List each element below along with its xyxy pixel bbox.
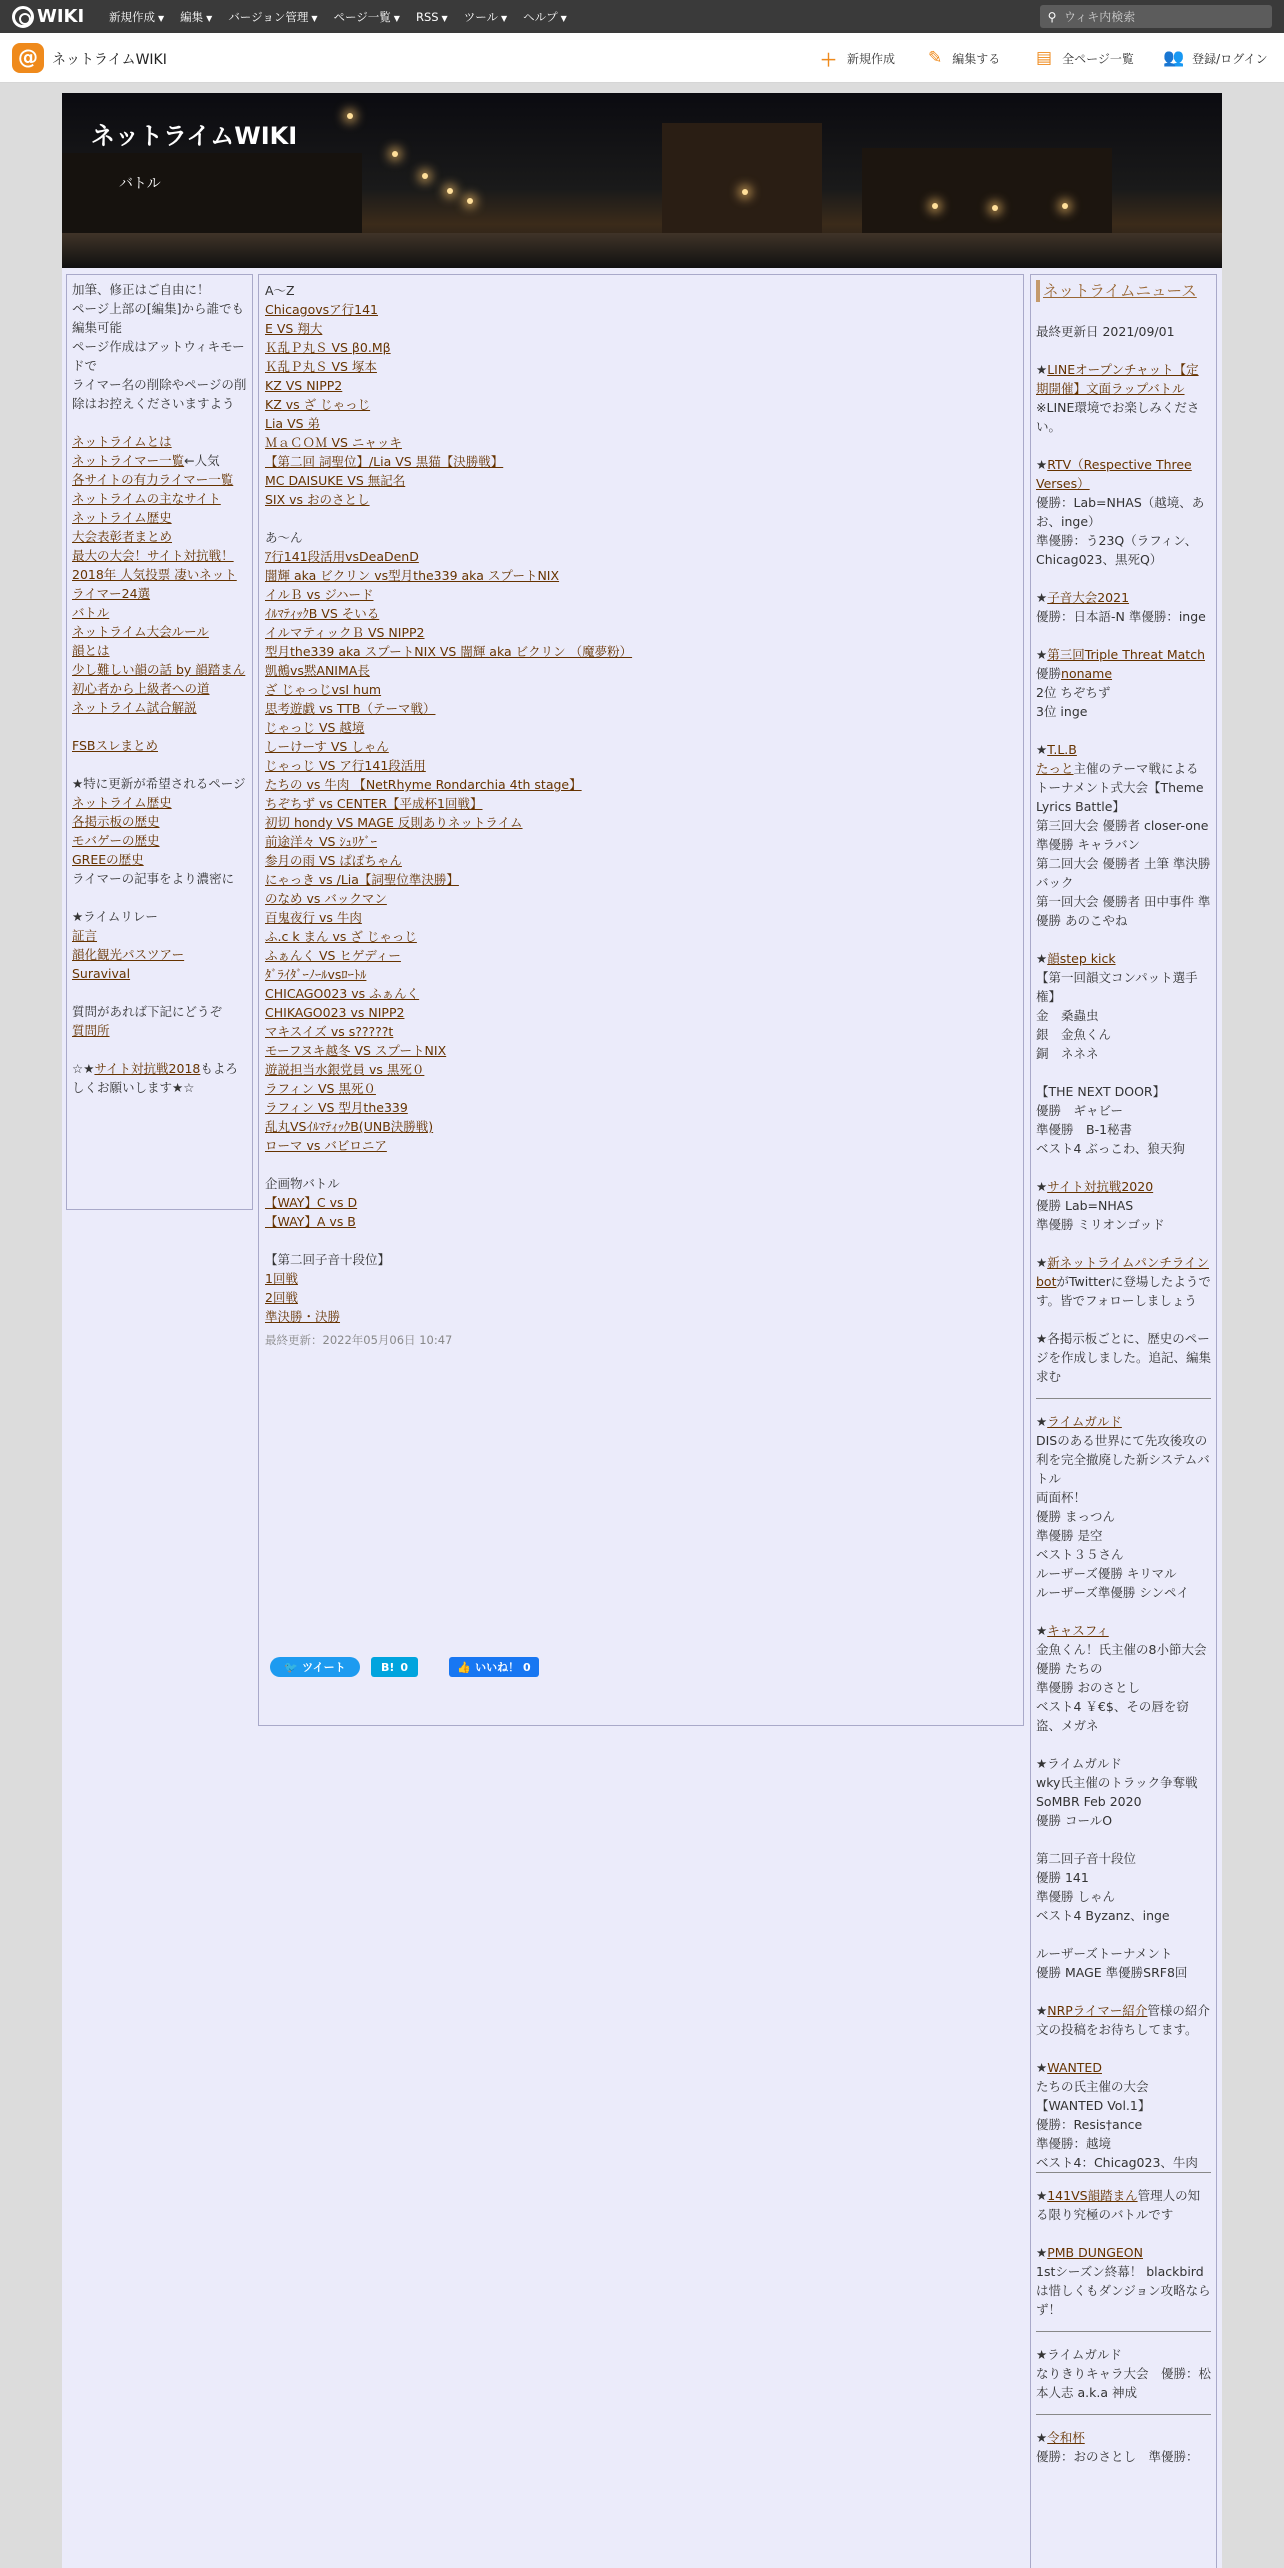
relay-link-testimony[interactable]: 証言 (72, 928, 98, 943)
news-item-sombr (1036, 1754, 1211, 1830)
menu-version[interactable]: バージョン管理 ▼ (228, 9, 318, 24)
news-text-line: 優勝 MAGE 準優勝SRF8回 (1036, 1965, 1188, 1980)
news-item-casfy: ★キャスフィ 金魚くん！氏主催の8小節大会 優勝 たちの 準優勝 おのさとし ベスト4 ￥€$、その唇を窃盗、メガネ (1036, 1621, 1211, 1735)
news-text-line: 優勝：日本語-N 準優勝：inge (1036, 609, 1206, 624)
az-heading: A～Z (265, 283, 295, 298)
question-text: 質問があれば下記にどうぞ (72, 1004, 223, 1019)
news-item-line: ★LINEオープンチャット【定期開催】文面ラップバトル ※LINE環境でお楽しみください。 (1036, 362, 1200, 434)
news-text-line: 第二回大会 優勝者 土筆 準決勝 バック (1036, 856, 1211, 890)
battle-link[interactable]: ローマ vs バビロニア (265, 1138, 387, 1153)
battle-link[interactable]: のなめ vs バックマン (265, 891, 387, 906)
sidebar-intro-2: ページ上部の[編集]から誰でも編集可能 (72, 301, 245, 335)
news-item-rhyme-guard: ★ライムガルド DISのある世界にて先攻後攻の利を完全撤廃した新システムバトル 両面杯！ 優勝 まっつん 準優勝 是空 ベスト３５さん ルーザーズ優勝 キリマル ルーザーズ準優勝 シンペイ (1036, 1414, 1210, 1600)
juu-heading: 【第二回子音十段位】 (265, 1252, 391, 1267)
sidebar-link-commentary[interactable]: ネットライム試合解説 (72, 700, 197, 715)
sidebar-link-rhyme-hard[interactable]: 少し難しい韻の話 by 韻踏まん (72, 662, 246, 677)
news-item-ttm: ★第三回Triple Threat Match 優勝noname 2位 ちぞちず 3位 inge (1036, 645, 1211, 721)
news-text-line: ルーザーズトーナメント (1036, 1946, 1173, 1961)
news-divider (1036, 2331, 1211, 2332)
battle-link[interactable]: イルＢ vs ジハード (265, 587, 374, 602)
sidebar-footer: ☆★サイト対抗戦2018もよろしくお願いします★☆ (72, 1061, 238, 1095)
kana-heading: あ～ん (265, 530, 303, 545)
news-text-line: 第二回子音十段位 (1036, 1851, 1137, 1866)
wiki-search (1040, 5, 1272, 28)
sidebar-link-sites[interactable]: ネットライムの主なサイト (72, 491, 221, 506)
sidebar-link-top-rappers[interactable]: 各サイトの有力ライマー一覧 (72, 472, 234, 487)
news-item-juu (1036, 1849, 1211, 1925)
battle-link[interactable]: ラフィン VS 型月the339 (265, 1100, 408, 1115)
news-text-line: 金 桑蟲虫 (1036, 1008, 1099, 1023)
menu-edit[interactable]: 編集 ▼ (180, 9, 213, 24)
login-button[interactable]: 👥 登録/ログイン (1163, 48, 1268, 68)
news-text-line: wky氏主催のトラック争奪戦 SoMBR Feb 2020 (1036, 1775, 1198, 1809)
news-link-reiwa-cup[interactable]: 令和杯 (1047, 2430, 1085, 2445)
news-link-wanted[interactable]: WANTED (1047, 2060, 1102, 2075)
juu-battle-list (265, 1269, 1017, 1326)
battle-link[interactable]: SIX vs おのさとし (265, 492, 370, 507)
news-link-shiin-2021[interactable]: 子音大会2021 (1047, 590, 1130, 605)
footer-link-site-battle-2018[interactable]: サイト対抗戦2018 (94, 1061, 201, 1076)
relay-link-tour[interactable]: 韻化観光パスツアー (72, 947, 185, 962)
az-battle-list (265, 300, 1017, 509)
update-link-history[interactable]: ネットライム歴史 (72, 795, 172, 810)
plan-battle-link[interactable]: 【WAY】A vs B (265, 1214, 356, 1229)
battle-link[interactable]: 前途洋々 VS ｼｭﾘｹﾞｰ (265, 834, 377, 849)
left-sidebar (66, 274, 253, 1210)
battle-link[interactable]: ざ じゃっじvsI hum (265, 682, 382, 697)
right-sidebar-news (1030, 274, 1217, 2568)
at-logo-icon (12, 6, 34, 28)
battle-link[interactable]: ＭａＣＯＭ VS ニャッキ (265, 435, 402, 450)
sidebar-intro-3: ページ作成はアットウィキモードで (72, 339, 245, 373)
edit-button[interactable]: ✎ 編集する (928, 48, 1001, 68)
battle-link[interactable]: 凱鵺vs黙ANIMA長 (265, 663, 370, 678)
news-text-line: 準優勝 おのさとし (1036, 1680, 1140, 1695)
news-link-triple-threat[interactable]: 第三回Triple Threat Match (1047, 647, 1205, 662)
sidebar-intro-4: ライマー名の削除やページの削除はお控えくださいますよう (72, 377, 247, 411)
sidebar-link-about[interactable]: ネットライムとは (72, 434, 172, 449)
battle-link[interactable]: CHICAGO023 vs ふぁんく (265, 986, 420, 1001)
news-item-rtv: ★RTV（Respective Three Verses） 優勝：Lab=NHAS（越境、あお、inge） 準優勝：う23Q（ラフィン、Chicag023、黒死Q） (1036, 455, 1211, 569)
site-name[interactable]: ネットライムWIKI (52, 52, 167, 68)
battle-link[interactable]: 参月の雨 VS ぱぽちゃん (265, 853, 402, 868)
news-link-casfy[interactable]: キャスフィ (1047, 1623, 1109, 1638)
battle-link[interactable]: 乱丸VSｲﾙﾏﾃｨｯｸB(UNB決勝戦) (265, 1119, 434, 1134)
news-item-shiin: ★子音大会2021 優勝：日本語-N 準優勝：inge (1036, 588, 1211, 626)
global-menu (109, 0, 583, 33)
news-text-line: なりきりキャラ大会 優勝：松本人志 a.k.a 神成 (1036, 2366, 1212, 2400)
sidebar-link-site-battle[interactable]: 最大の大会！サイト対抗戦！ (72, 548, 234, 563)
juu-round-link[interactable]: 1回戦 (265, 1271, 298, 1286)
battle-link[interactable]: マキスイズ vs s?????t (265, 1024, 394, 1039)
menu-tools[interactable]: ツール ▼ (463, 9, 508, 24)
news-link-site-battle-2020[interactable]: サイト対抗戦2020 (1047, 1179, 1154, 1194)
site-logo-icon[interactable] (12, 43, 44, 73)
tweet-button[interactable]: 🐦 ツイート (270, 1657, 360, 1677)
news-text-line: 2位 ちぞちず (1036, 685, 1111, 700)
sidebar-link-rhyme[interactable]: 韻とは (72, 643, 110, 658)
news-text-line: 準優勝：う23Q（ラフィン、Chicag023、黒死Q） (1036, 533, 1198, 567)
new-page-button[interactable]: ＋ 新規作成 (820, 47, 895, 69)
atwiki-logo[interactable]: WIKI (12, 5, 84, 28)
battle-link[interactable]: ラフィン VS 黒死０ (265, 1081, 376, 1096)
news-text-line: 優勝 141 (1036, 1870, 1089, 1885)
news-text-line: ルーザーズ優勝 キリマル (1036, 1566, 1177, 1581)
battle-link[interactable]: ちぞちず vs CENTER【平成杯1回戦】 (265, 796, 483, 811)
page-title: バトル (119, 176, 161, 192)
news-item-reiwa: ★令和杯 優勝：おのさとし 準優勝： (1036, 2428, 1211, 2466)
news-text-line: ベスト4 ￥€$、その唇を窃盗、メガネ (1036, 1699, 1189, 1733)
news-item-141-vs: ★141VS韻踏まん管理人の知る限り究極のバトルです (1036, 2188, 1201, 2222)
news-text-line: 3位 inge (1036, 704, 1088, 719)
battle-link[interactable]: KZ vs ざ じゃっじ (265, 397, 371, 412)
battle-link[interactable]: モーフヌキ越冬 VS スプートNIX (265, 1043, 447, 1058)
news-text-line: 【THE NEXT DOOR】 (1036, 1084, 1166, 1099)
news-divider (1036, 2172, 1211, 2173)
plan-battle-list (265, 1193, 1017, 1231)
battle-link[interactable]: ﾀﾞﾗｲﾀﾞｰﾉｰﾙvsﾛｰﾄﾙ (265, 967, 367, 982)
pencil-icon: ✎ (928, 48, 943, 68)
news-item-nrp: ★NRPライマー紹介管様の紹介文の投稿をお待ちしてます。 (1036, 2003, 1210, 2037)
main-content (258, 274, 1024, 1726)
battle-link[interactable]: ふぁんく VS ヒゲディー (265, 948, 401, 963)
battle-link[interactable]: しーけーす VS しゃん (265, 739, 389, 754)
share-buttons (270, 1657, 539, 1677)
relay-link-survival[interactable]: Suravival (72, 966, 131, 981)
battle-link[interactable]: 【第二回 詞聖位】/Lia VS 黒猫【決勝戦】 (265, 454, 504, 469)
news-text-line: 優勝：Resis†ance (1036, 2117, 1143, 2132)
sidebar-link-history[interactable]: ネットライム歴史 (72, 510, 172, 525)
news-text-line: DISのある世界にて先攻後攻の利を完全撤廃した新システムバトル (1036, 1433, 1210, 1486)
battle-link[interactable]: にゃっき vs /Lia【詞聖位準決勝】 (265, 872, 459, 887)
battle-link[interactable]: じゃっじ VS 越境 (265, 720, 365, 735)
plan-battle-link[interactable]: 【WAY】C vs D (265, 1195, 358, 1210)
menu-page-list[interactable]: ページ一覧 ▼ (333, 9, 400, 24)
sidebar-link-awards[interactable]: 大会表彰者まとめ (72, 529, 173, 544)
document-icon: ▤ (1036, 48, 1053, 68)
news-item-pmb: ★PMB DUNGEON 1stシーズン終幕！ blackbirdは惜しくもダンジョン攻略ならず！ (1036, 2245, 1211, 2317)
news-link-noname[interactable]: noname (1061, 666, 1113, 681)
news-item-narikiri (1036, 2345, 1211, 2402)
news-text-line: 準優勝 しゃん (1036, 1889, 1115, 1904)
news-text-line: たちの氏主催の大会 (1036, 2079, 1149, 2094)
news-item-step-kick: ★韻step kick 【第一回韻文コンパット選手権】 金 桑蟲虫 銀 金魚くん 銅 ネネネ (1036, 949, 1211, 1063)
sidebar-link-poll-2018[interactable]: 2018年 人気投票 凄いネットライマー24選 (72, 567, 237, 601)
battle-link[interactable]: 百鬼夜行 vs 牛肉 (265, 910, 362, 925)
news-text-line: 優勝 ギャビー (1036, 1103, 1124, 1118)
news-item-punchline-bot: ★新ネットライムパンチラインbotがTwitterに登場したようです。皆でフォローしましょう (1036, 1255, 1211, 1308)
search-icon[interactable]: ⚲ (1047, 9, 1057, 24)
relay-heading: ★ライムリレー (72, 909, 158, 924)
news-text-line: 1stシーズン終幕！ blackbirdは惜しくもダンジョン攻略ならず！ (1036, 2264, 1211, 2317)
banner-title[interactable]: ネットライムWIKI (91, 122, 298, 150)
battle-link[interactable]: KZ VS NIPP2 (265, 378, 343, 393)
menu-rss[interactable]: RSS ▼ (415, 9, 448, 24)
hatena-bookmark-button[interactable]: B! 0 (371, 1657, 418, 1677)
battle-link[interactable]: たちの vs 牛肉 【NetRhyme Rondarchia 4th stage】 (265, 777, 582, 792)
battle-link[interactable]: MC DAISUKE VS 無記名 (265, 473, 406, 488)
news-text-line: 優勝 コールO (1036, 1813, 1113, 1828)
news-title: ネットライムニュース (1036, 280, 1197, 302)
global-topbar (0, 0, 1284, 33)
all-pages-button[interactable]: ▤ 全ページ一覧 (1036, 48, 1134, 68)
sidebar-link-rules[interactable]: ネットライム大会ルール (72, 624, 209, 639)
plan-heading: 企画物バトル (265, 1176, 340, 1191)
news-text-line: 【第一回韻文コンパット選手権】 (1036, 970, 1198, 1004)
news-link-rhyme-guard[interactable]: ライムガルド (1047, 1414, 1122, 1429)
news-text-line: 準優勝 B-1秘書 (1036, 1122, 1133, 1137)
news-divider (1036, 1398, 1211, 1399)
news-text-line: 優勝 まっつん (1036, 1509, 1115, 1524)
question-link[interactable]: 質問所 (72, 1023, 110, 1038)
site-header (0, 33, 1284, 83)
news-link-pmb-dungeon[interactable]: PMB DUNGEON (1047, 2245, 1143, 2260)
news-text-line: 第三回大会 優勝者 closer-one 準優勝 キャラバン (1036, 818, 1209, 852)
news-text-line: ベスト4：Chicag023、牛肉 (1036, 2155, 1198, 2170)
battle-link[interactable]: Ｋ乱Ｐ丸Ｓ VS 塚本 (265, 359, 377, 374)
news-text-line: ベスト4 ぶっこわ、狼天狗 (1036, 1141, 1185, 1156)
kana-battle-list (265, 547, 1017, 1155)
news-text-line: ★ライムガルド (1036, 2347, 1122, 2362)
juu-round-link[interactable]: 2回戦 (265, 1290, 298, 1305)
plus-icon: ＋ (820, 50, 837, 71)
news-item-wanted: ★WANTED たちの氏主催の大会 【WANTED Vol.1】 優勝：Resis†ance 準優勝：越境 ベスト4：Chicag023、牛肉 (1036, 2058, 1211, 2172)
news-text-line: 優勝 Lab=NHAS (1036, 1198, 1134, 1213)
news-item-site-battle-2020: ★サイト対抗戦2020 優勝 Lab=NHAS 準優勝 ミリオンゴッド (1036, 1177, 1211, 1234)
battle-link[interactable]: ｱ行141段活用vsDeaDenD (265, 549, 419, 564)
battle-link[interactable]: Ｋ乱Ｐ丸Ｓ VS β0.Mβ (265, 340, 391, 355)
news-text-line: 銅 ネネネ (1036, 1046, 1099, 1061)
news-updated: 最終更新日 2021/09/01 (1036, 324, 1175, 339)
menu-new[interactable]: 新規作成 ▼ (109, 9, 165, 24)
news-link-step-kick[interactable]: 韻step kick (1047, 951, 1116, 966)
news-text-line: 優勝：Lab=NHAS（越境、あお、inge） (1036, 495, 1205, 529)
news-link-141-vs-infuman[interactable]: 141VS韻踏まん (1047, 2188, 1138, 2203)
news-text-line: 優勝 たちの (1036, 1661, 1103, 1676)
news-text-line: 準優勝 是空 (1036, 1528, 1103, 1543)
update-heading: ★特に更新が希望されるページ (72, 776, 246, 791)
battle-link[interactable]: 闇輝 aka ビクリン vs型月the339 aka スプートNIX (265, 568, 560, 583)
news-item-bbs-history: ★各掲示板ごとに、歴史のページを作成しました。追記、編集求む (1036, 1331, 1212, 1384)
battle-link[interactable]: 初切 hondy VS MAGE 反則ありネットライム (265, 815, 523, 830)
news-divider (1036, 2414, 1211, 2415)
news-item-losers (1036, 1944, 1211, 1982)
facebook-like-button[interactable]: 👍 いいね！ 0 (449, 1657, 539, 1677)
battle-link[interactable]: じゃっじ VS ア行141段活用 (265, 758, 426, 773)
news-link-punchline-bot[interactable]: 新ネットライムパンチラインbot (1036, 1255, 1209, 1289)
news-text-line: 【WANTED Vol.1】 (1036, 2098, 1151, 2113)
popular-note: ←人気 (184, 453, 220, 468)
sidebar-link-fsb[interactable]: FSBスレまとめ (72, 738, 158, 753)
site-banner (62, 93, 1222, 268)
news-link-line-openchat[interactable]: LINEオープンチャット【定期開催】文面ラップバトル (1036, 362, 1199, 396)
sidebar-link-battle[interactable]: バトル (72, 605, 110, 620)
update-link-bbs[interactable]: 各掲示板の歴史 (72, 814, 160, 829)
juu-round-link[interactable]: 準決勝・決勝 (265, 1309, 341, 1324)
news-text-line: ルーザーズ準優勝 シンペイ (1036, 1585, 1190, 1600)
news-text-line: 準優勝：越境 (1036, 2136, 1112, 2151)
thumbs-up-icon: 👍 (457, 1660, 472, 1674)
news-text-line: 第一回大会 優勝者 田中事件 準優勝 あのこやね (1036, 894, 1211, 928)
news-item-next-door (1036, 1082, 1211, 1158)
battle-link[interactable]: 思考遊戯 vs TTB（テーマ戦） (265, 701, 436, 716)
sidebar-link-rapper-list[interactable]: ネットライマー一覧 (72, 453, 185, 468)
battle-link[interactable]: 型月the339 aka スプートNIX VS 闇輝 aka ビクリン （魔夢粉） (265, 644, 633, 659)
news-text-line: ベスト３５さん (1036, 1547, 1124, 1562)
news-text-line: ★ライムガルド (1036, 1756, 1122, 1771)
battle-link[interactable]: Chicagovsア行141 (265, 302, 379, 317)
update-link-mobage[interactable]: モバゲーの歴史 (72, 833, 160, 848)
battle-link[interactable]: E VS 翔大 (265, 321, 323, 336)
battle-link[interactable]: イルマティックＢ VS NIPP2 (265, 625, 425, 640)
battle-link[interactable]: CHIKAGO023 vs NIPP2 (265, 1005, 405, 1020)
battle-link[interactable]: 遊説担当水銀党員 vs 黒死０ (265, 1062, 425, 1077)
news-link-rtv[interactable]: RTV（Respective Three Verses） (1036, 457, 1192, 491)
news-link-nrp[interactable]: NRPライマー紹介 (1047, 2003, 1148, 2018)
news-text-line: 銀 金魚くん (1036, 1027, 1112, 1042)
news-text-line: 準優勝 ミリオンゴッド (1036, 1217, 1165, 1232)
news-item-tlb: ★T.L.B たっと主催のテーマ戦によるトーナメント式大会【Theme Lyrics Battle】 第三回大会 優勝者 closer-one 準優勝 キャラバン 第二回大会 優勝者 土筆 準決勝 バック 第一回大会 優勝者 田中事件 準優勝 あのこやね (1036, 742, 1211, 928)
battle-link[interactable]: ふ.c k まん vs ざ じゃっじ (265, 929, 417, 944)
twitter-bird-icon: 🐦 (284, 1660, 299, 1674)
menu-help[interactable]: ヘルプ ▼ (523, 9, 567, 24)
search-input[interactable] (1064, 10, 1264, 24)
news-text-line: ベスト4 Byzanz、inge (1036, 1908, 1170, 1923)
update-note: ライマーの記事をより濃密に (72, 871, 235, 886)
battle-link[interactable]: ｲﾙﾏﾃｨｯｸB VS そいる (265, 606, 380, 621)
users-icon: 👥 (1163, 48, 1185, 68)
last-modified: 最終更新：2022年05月06日 10:47 (265, 1333, 453, 1347)
battle-link[interactable]: Lia VS 弟 (265, 416, 321, 431)
news-text-line: 金魚くん！氏主催の8小節大会 (1036, 1642, 1207, 1657)
news-text-line: 両面杯！ (1036, 1490, 1087, 1505)
news-link-tlb[interactable]: T.L.B (1047, 742, 1077, 757)
sidebar-link-beginner[interactable]: 初心者から上級者への道 (72, 681, 210, 696)
news-text-line: 優勝：おのさとし 準優勝： (1036, 2449, 1199, 2464)
sidebar-intro-1: 加筆、修正はご自由に！ (72, 282, 210, 297)
hatena-icon: B! (380, 1660, 395, 1674)
news-link-tatto[interactable]: たっと (1036, 761, 1074, 776)
update-link-gree[interactable]: GREEの歴史 (72, 852, 144, 867)
